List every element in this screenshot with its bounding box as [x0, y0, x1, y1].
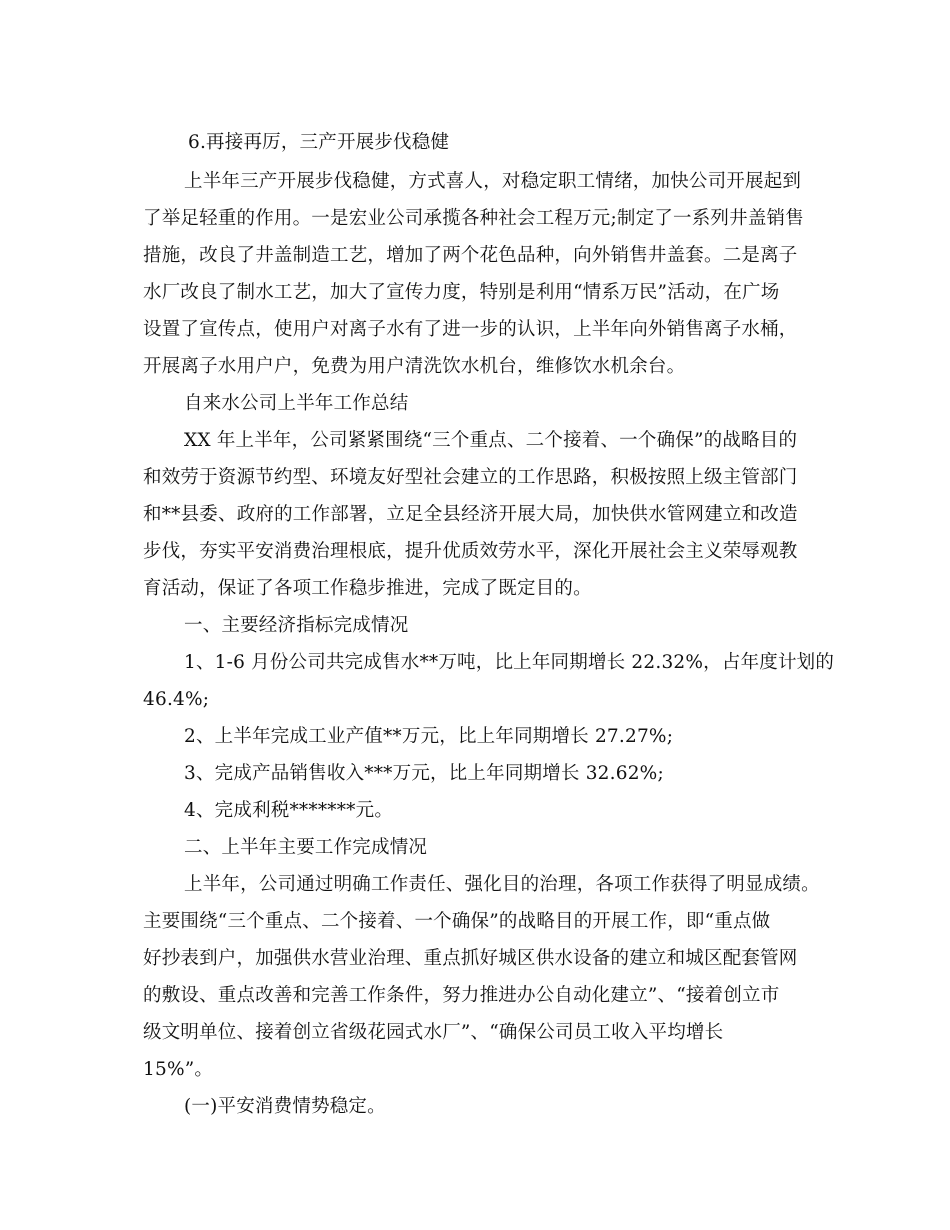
subsection-heading: (一)平安消费情势稳定。	[184, 1096, 386, 1117]
paragraph-line: 上半年，公司通过明确工作责任、强化目的治理，各项工作获得了明显成绩。	[184, 874, 820, 895]
paragraph-line: 好抄表到户，加强供水营业治理、重点抓好城区供水设备的建立和城区配套管网	[143, 948, 798, 969]
list-item: 1、1-6 月份公司共完成售水**万吨，比上年同期增长 22.32%，占年度计划的	[184, 652, 835, 673]
paragraph-line: 设置了宣传点，使用户对离子水有了进一步的认识，上半年向外销售离子水桶，	[143, 319, 798, 340]
paragraph-line: 措施，改良了井盖制造工艺，增加了两个花色品种，向外销售井盖套。二是离子	[143, 245, 798, 266]
list-item: 4、完成利税*******元。	[184, 800, 394, 821]
paragraph-line: 步伐，夯实平安消费治理根底，提升优质效劳水平，深化开展社会主义荣辱观教	[143, 541, 798, 562]
section-heading: 一、主要经济指标完成情况	[184, 615, 409, 636]
paragraph-line: 主要围绕“三个重点、二个接着、一个确保”的战略目的开展工作，即“重点做	[143, 911, 771, 932]
document-title: 自来水公司上半年工作总结	[184, 393, 409, 414]
list-item: 3、完成产品销售收入***万元，比上年同期增长 32.62%;	[184, 763, 664, 784]
paragraph-line: 水厂改良了制水工艺，加大了宣传力度，特别是利用“情系万民”活动，在广场	[143, 282, 780, 303]
paragraph-line: 了举足轻重的作用。一是宏业公司承揽各种社会工程万元;制定了一系列井盖销售	[143, 208, 804, 229]
list-item-continuation: 46.4%;	[143, 689, 210, 710]
paragraph-line: 和**县委、政府的工作部署，立足全县经济开展大局，加快供水管网建立和改造	[143, 504, 798, 525]
paragraph-line: 开展离子水用户户，免费为用户清洗饮水机台，维修饮水机余台。	[143, 356, 686, 377]
section-heading: 二、上半年主要工作完成情况	[184, 837, 428, 858]
paragraph-line: 的敷设、重点改善和完善工作条件，努力推进办公自动化建立”、“接着创立市	[143, 985, 780, 1006]
paragraph-line: 15%”。	[143, 1059, 214, 1080]
list-item: 2、上半年完成工业产值**万元，比上年同期增长 27.27%;	[184, 726, 674, 747]
paragraph-line: 上半年三产开展步伐稳健，方式喜人，对稳定职工情绪，加快公司开展起到	[184, 171, 802, 192]
paragraph-line: 育活动，保证了各项工作稳步推进，完成了既定目的。	[143, 578, 592, 599]
paragraph-line: 和效劳于资源节约型、环境友好型社会建立的工作思路，积极按照上级主管部门	[143, 467, 798, 488]
paragraph-line: XX 年上半年，公司紧紧围绕“三个重点、二个接着、一个确保”的战略目的	[184, 430, 798, 451]
section-heading: 6.再接再厉，三产开展步伐稳健	[188, 132, 450, 153]
paragraph-line: 级文明单位、接着创立省级花园式水厂”、“确保公司员工收入平均增长	[143, 1022, 724, 1043]
